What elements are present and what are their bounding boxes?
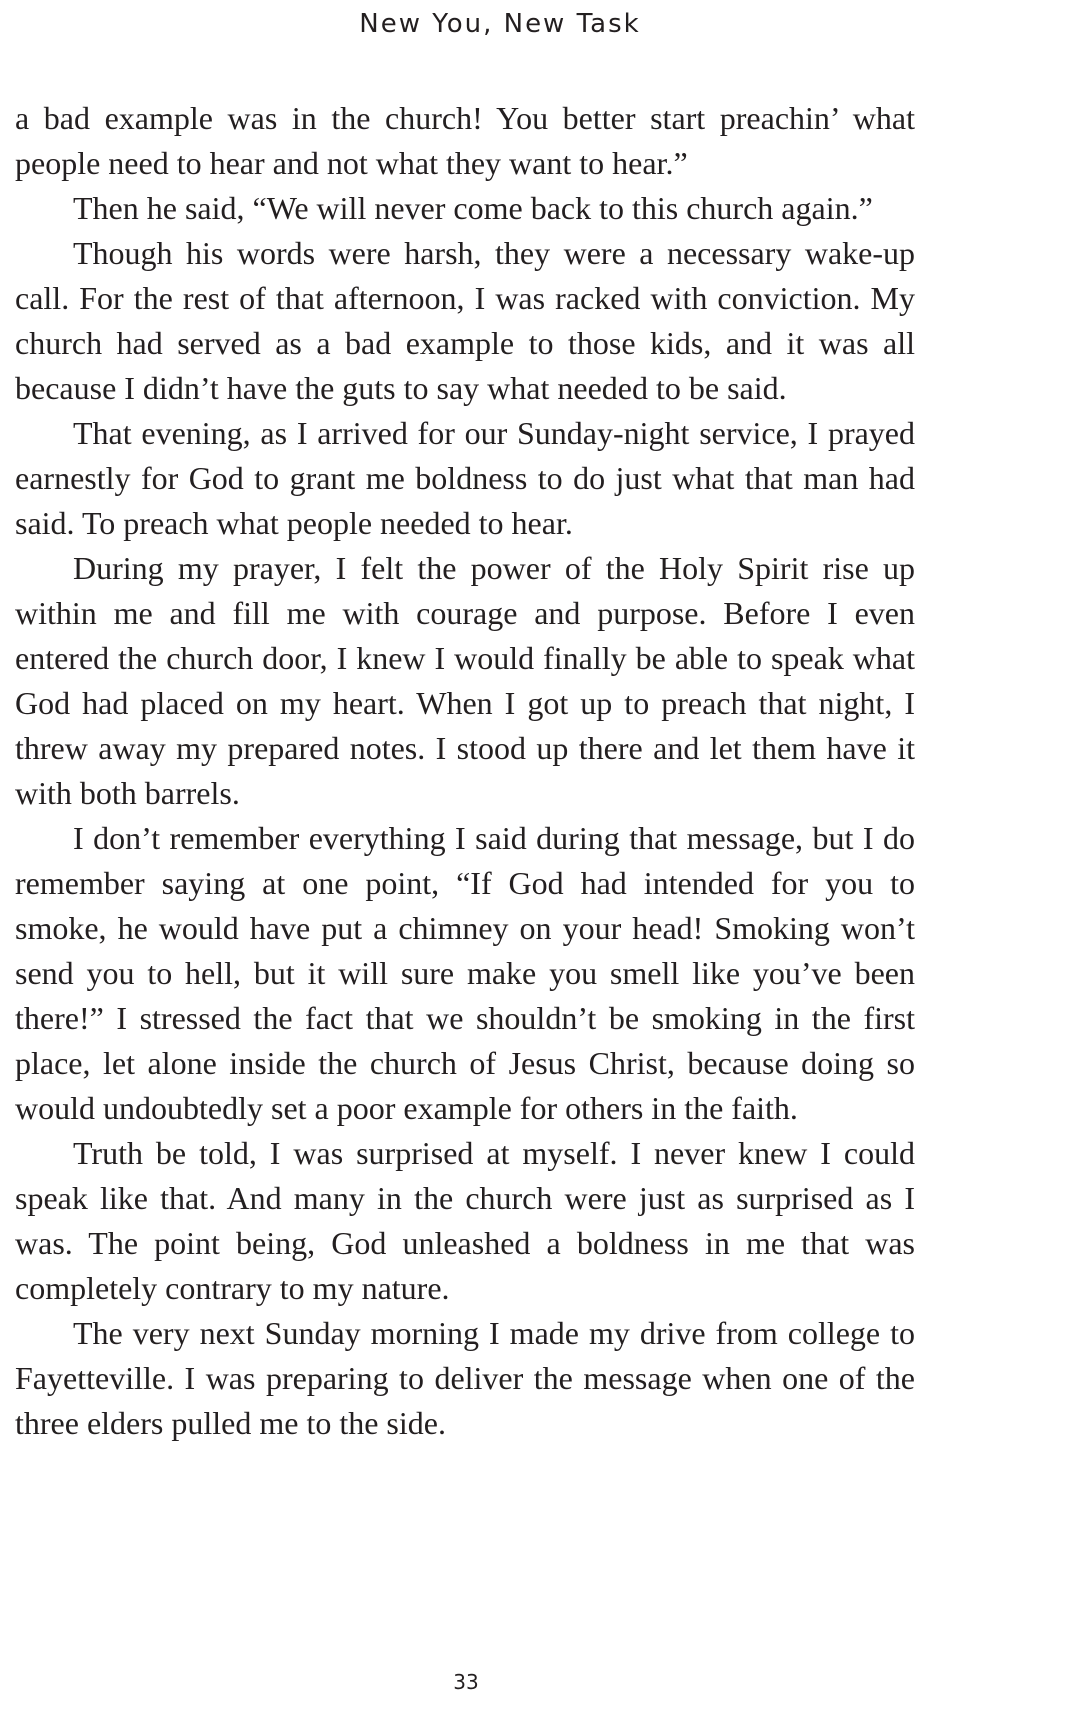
paragraph: Truth be told, I was surprised at myself. I never knew I could speak like that. And many in the church were just as surprised as I was. The point being, God unleashed a boldness in me that was completely contrary to my nature. [15,1135,915,1306]
paragraph: a bad example was in the church! You better start preachin’ what people need to hear and not what they want to hear.” [15,100,915,181]
paragraph: I don’t remember everything I said during that message, but I do remember saying at one point, “If God had intended for you to smoke, he would have put a chimney on your head! Smoking won’t send you to hell, but it will sure make you smell like you’ve been there!” I stressed the fact that we shouldn’t be smoking in the first place, let alone inside the church of Jesus Christ, because doing so would undoubtedly set a poor example for others in the faith. [15,820,915,1126]
paragraph: Though his words were harsh, they were a necessary wake-up call. For the rest of that afternoon, I was racked with conviction. My church had served as a bad example to those kids, and it was all because I didn’t have the guts to say what needed to be said. [15,235,915,406]
paragraph: That evening, as I arrived for our Sunday-night service, I prayed earnestly for God to grant me boldness to do just what that man had said. To preach what people needed to hear. [15,415,915,541]
paragraph: Then he said, “We will never come back to this church again.” [73,190,873,226]
body-text [15,96,915,1446]
paragraph: The very next Sunday morning I made my drive from college to Fayetteville. I was preparing to deliver the message when one of the three elders pulled me to the side. [15,1315,915,1441]
paragraph: During my prayer, I felt the power of the Holy Spirit rise up within me and fill me with courage and purpose. Before I even entered the church door, I knew I would finally be able to speak what God had placed on my heart. When I got up to preach that night, I threw away my prepared notes. I stood up there and let them have it with both barrels. [15,550,915,811]
running-head: New You, New Task [359,9,641,39]
page-number: 33 [453,1670,479,1694]
